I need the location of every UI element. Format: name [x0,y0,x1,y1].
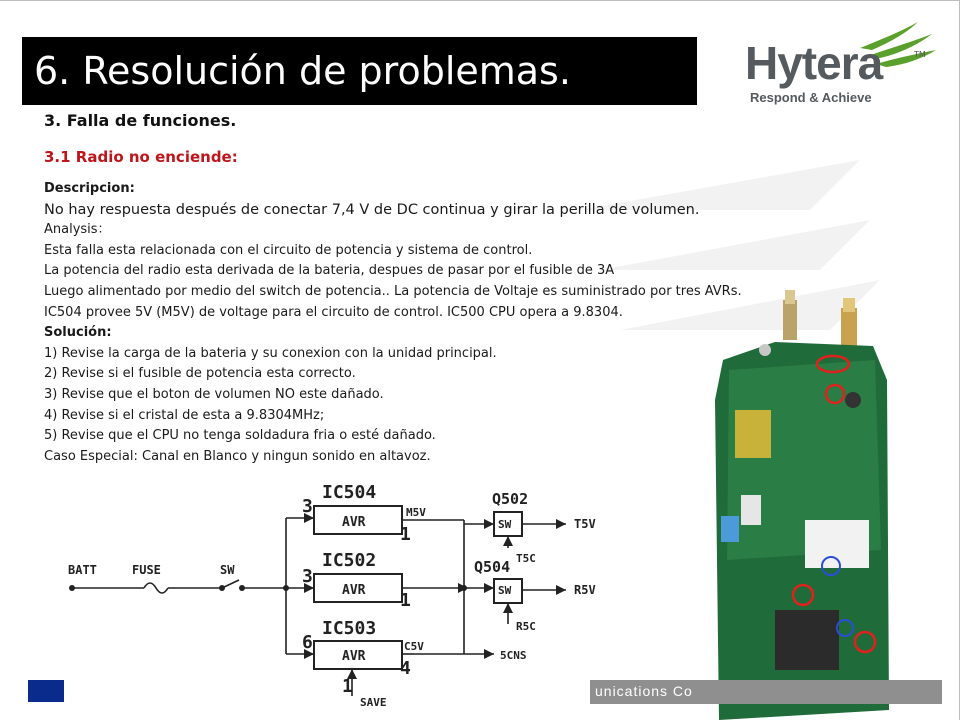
ic503-pin-in: 6 [302,632,313,653]
ic503-output: C5V [404,640,424,653]
page-title: 6. Resolución de problemas. [34,49,571,93]
ic503-pin-out: 4 [400,658,411,679]
solution-line: 4) Revise si el cristal de esta a 9.8304MHz; [44,407,325,423]
ic504-pin-in: 3 [302,496,313,517]
body-text [44,179,814,467]
ic504-label: IC504 [322,482,377,503]
section-heading: 3. Falla de funciones. [44,111,237,130]
q504-output: R5V [574,583,596,597]
solution-line: 5) Revise que el CPU no tenga soldadura fria o esté dañado. [44,428,436,444]
subsection-heading: 3.1 Radio no enciende: [44,148,238,166]
q504-label: Q504 [474,558,511,576]
ic504-block: AVR [342,515,366,530]
solution-label: Solución: [44,325,112,341]
fuse-label: FUSE [132,563,161,577]
ic502-label: IC502 [322,550,377,571]
save-label: SAVE [360,696,387,709]
description-text: No hay respuesta después de conectar 7,4 V de DC continua y girar la perilla de volumen. [44,201,700,218]
analysis-line: IC504 provee 5V (M5V) de voltage para el circuito de control. IC500 CPU opera a 9.8304. [44,304,623,320]
footer-text: unications Co [595,683,693,699]
ic503-block: AVR [342,649,366,664]
footer-flag [28,680,64,702]
pcb-photo [705,290,895,720]
q504-ctrl: R5C [516,620,536,633]
description-label: Descripcion: [44,181,135,196]
power-circuit-diagram [64,476,624,720]
q502-ctrl: T5C [516,552,536,565]
brand-tagline: Respond & Achieve [750,90,872,105]
solution-line: Caso Especial: Canal en Blanco y ningun sonido en altavoz. [44,448,431,464]
ic502-pin-in: 3 [302,566,313,587]
solution-line: 2) Revise si el fusible de potencia esta correcto. [44,366,356,382]
ic502-block: AVR [342,583,366,598]
analysis-line: Esta falla esta relacionada con el circuito de potencia y sistema de control. [44,242,533,258]
solution-line: 3) Revise que el boton de volumen NO este dañado. [44,386,384,402]
ic502-pin-out: 1 [400,590,411,611]
ic504-pin-out: 1 [400,524,411,545]
frame-line-top [0,0,960,1]
cns-label: 5CNS [500,649,527,662]
analysis-line: Luego alimentado por medio del switch de potencia.. La potencia de Voltaje es suministrado por tres AVRs. [44,283,742,299]
brand-name: Hytera [745,37,883,89]
batt-label: BATT [68,563,97,577]
solution-line: 1) Revise la carga de la bateria y su conexion con la unidad principal. [44,345,497,361]
q502-label: Q502 [492,490,529,508]
q502-output: T5V [574,517,596,531]
ic504-output: M5V [406,506,426,519]
analysis-line: La potencia del radio esta derivada de la bateria, despues de pasar por el fusible de 3A [44,263,615,279]
q504-block: SW [498,584,512,597]
analysis-label: Analysis： [44,222,111,238]
sw-label: SW [220,563,235,577]
brand-trademark: TM [914,50,926,59]
q502-block: SW [498,518,512,531]
ic503-pin-ctrl: 1 [342,676,353,697]
ic503-label: IC503 [322,618,377,639]
